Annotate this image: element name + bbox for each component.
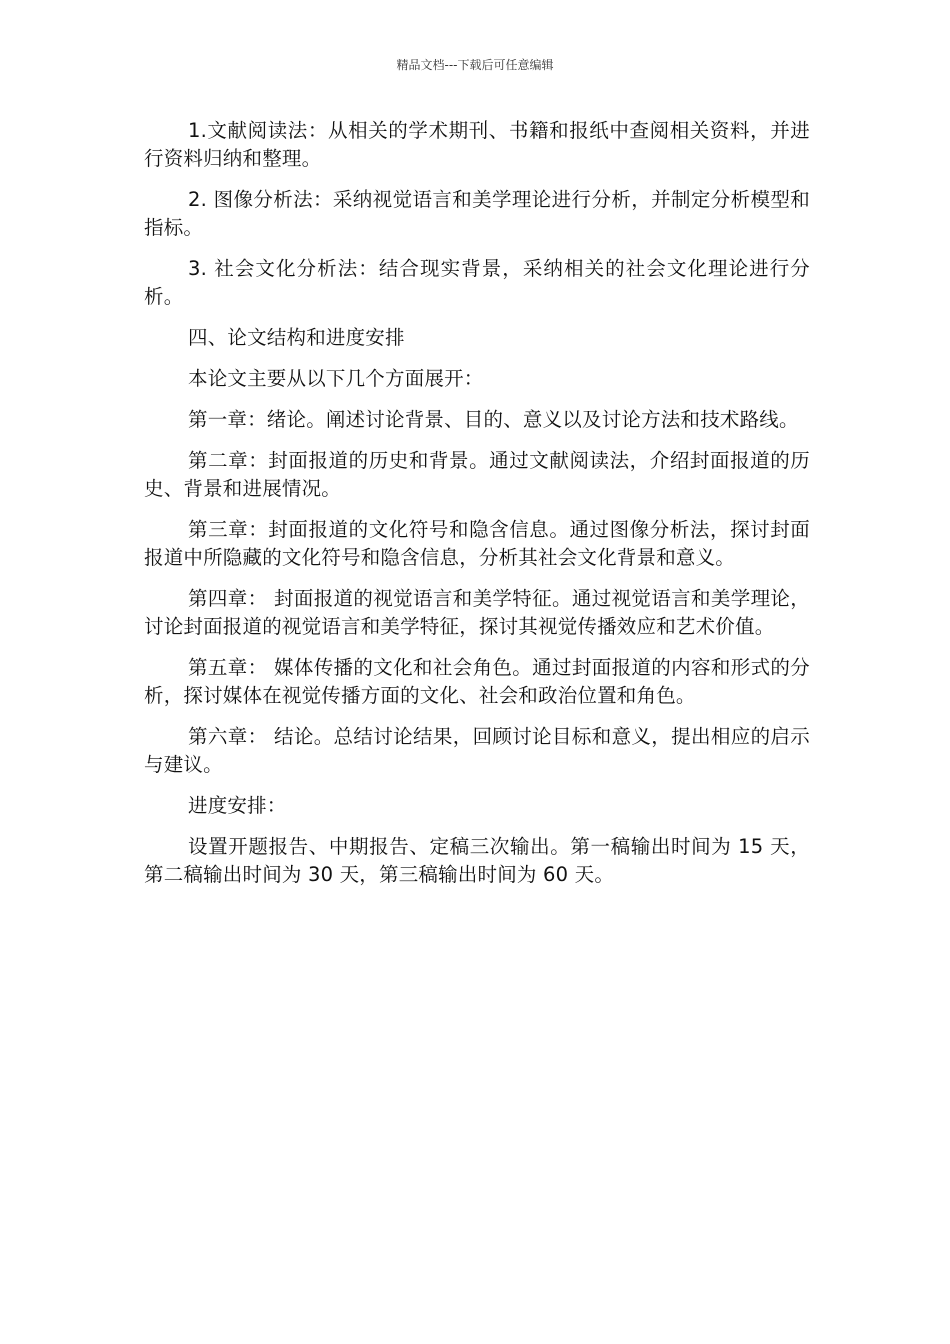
paragraph-chapter-1: 第一章：绪论。阐述讨论背景、目的、意义以及讨论方法和技术路线。: [188, 408, 799, 431]
paragraph-chapter-2: 第二章：封面报道的历史和背景。通过文献阅读法，介绍封面报道的历史、背景和进展情况。: [144, 449, 810, 500]
paragraph-schedule-detail: 设置开题报告、中期报告、定稿三次输出。第一稿输出时间为 15 天，第二稿输出时间为 30 天，第三稿输出时间为 60 天。: [144, 835, 810, 886]
document-body: [144, 117, 810, 902]
paragraph-chapter-3: 第三章：封面报道的文化符号和隐含信息。通过图像分析法，探讨封面报道中所隐藏的文化符号和隐含信息，分析其社会文化背景和意义。: [144, 518, 810, 569]
paragraph-method-sociocultural: 3. 社会文化分析法：结合现实背景，采纳相关的社会文化理论进行分析。: [144, 257, 810, 308]
paragraph-method-literature: 1.文献阅读法：从相关的学术期刊、书籍和报纸中查阅相关资料，并进行资料归纳和整理。: [144, 119, 810, 170]
page-header: 精品文档---下载后可任意编辑: [396, 58, 554, 72]
paragraph-method-image-analysis: 2. 图像分析法：采纳视觉语言和美学理论进行分析，并制定分析模型和指标。: [144, 188, 810, 239]
paragraph-intro: 本论文主要从以下几个方面展开：: [188, 367, 484, 390]
paragraph-chapter-5: 第五章： 媒体传播的文化和社会角色。通过封面报道的内容和形式的分析，探讨媒体在视觉传播方面的文化、社会和政治位置和角色。: [144, 656, 810, 707]
section-heading-structure: 四、论文结构和进度安排: [188, 326, 405, 349]
paragraph-chapter-6: 第六章： 结论。总结讨论结果，回顾讨论目标和意义，提出相应的启示与建议。: [144, 725, 810, 776]
paragraph-schedule-heading: 进度安排：: [188, 794, 287, 817]
paragraph-chapter-4: 第四章： 封面报道的视觉语言和美学特征。通过视觉语言和美学理论，讨论封面报道的视觉语言和美学特征，探讨其视觉传播效应和艺术价值。: [144, 587, 810, 638]
